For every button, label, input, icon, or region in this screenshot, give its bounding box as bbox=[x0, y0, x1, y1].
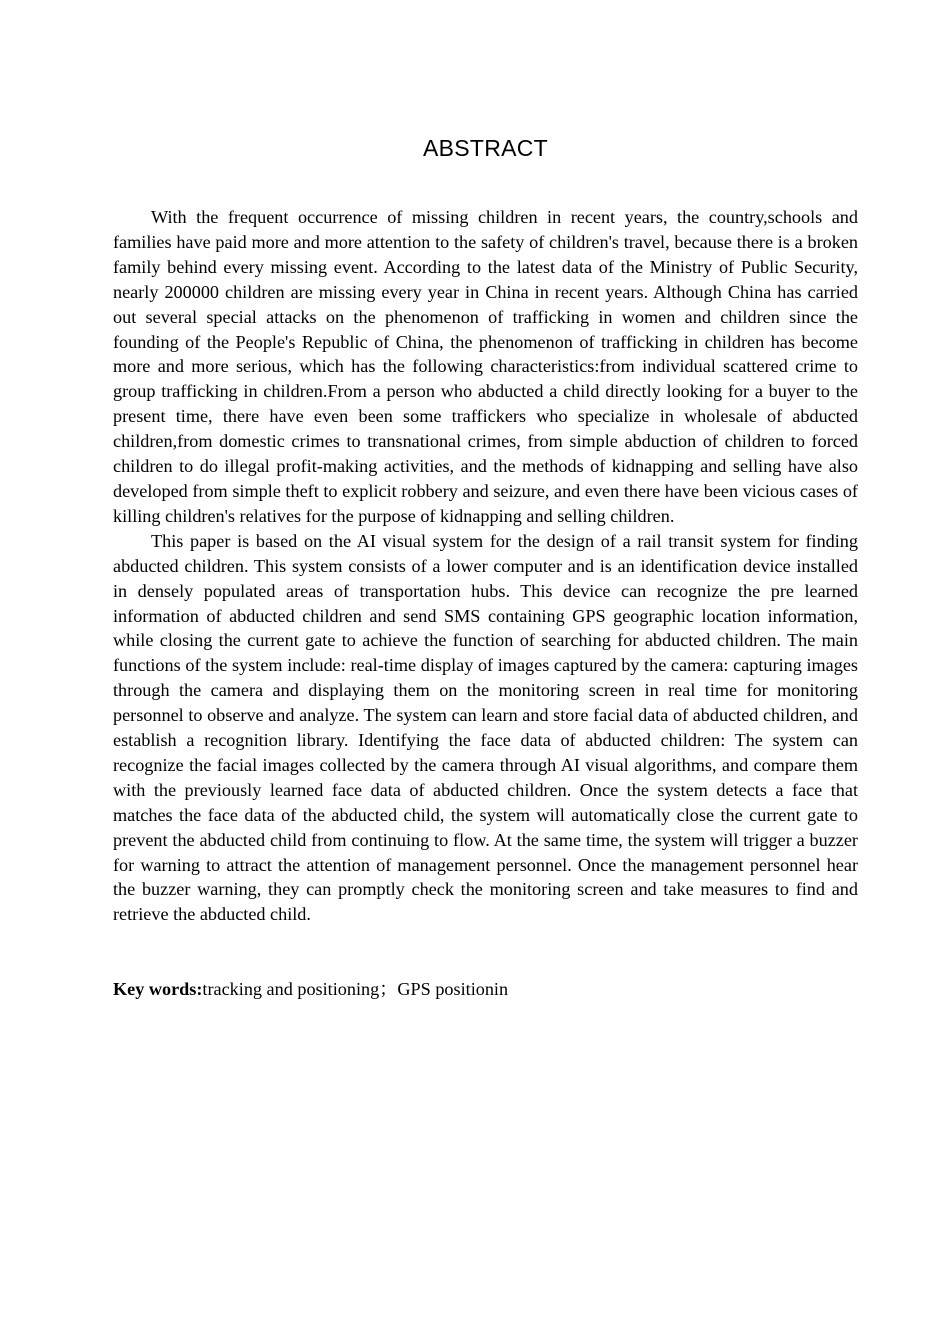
abstract-paragraph-1: With the frequent occurrence of missing children in recent years, the country,schools and families have paid more and more attention to the safety of children's travel, because there is a broken family behind every missing event. According to the latest data of the Ministry of Public Security, nearly 200000 children are missing every year in China in recent years. Although China has carried out several special attacks on the phenomenon of trafficking in women and children since the founding of the People's Republic of China, the phenomenon of trafficking in children has become more and more serious, which has the following characteristics:from individual scattered crime to group trafficking in children.From a person who abducted a child directly looking for a buyer to the present time, there have even been some traffickers who specialize in wholesale of abducted children,from domestic crimes to transnational crimes, from simple abduction of children to forced children to do illegal profit-making activities, and the methods of kidnapping and selling have also developed from simple theft to explicit robbery and seizure, and even there have been vicious cases of killing children's relatives for the purpose of kidnapping and selling children. bbox=[113, 207, 858, 526]
keywords-line bbox=[113, 977, 858, 1002]
abstract-body bbox=[113, 205, 858, 927]
abstract-title: ABSTRACT bbox=[422, 135, 549, 161]
abstract-paragraph-2: This paper is based on the AI visual system for the design of a rail transit system for finding abducted children. This system consists of a lower computer and is an identification device installed in densely populated areas of transportation hubs. This device can recognize the pre learned information of abducted children and send SMS containing GPS geographic location information, while closing the current gate to achieve the function of searching for abducted children. The main functions of the system include: real-time display of images captured by the camera: capturing images through the camera and displaying them on the monitoring screen in real time for monitoring personnel to observe and analyze. The system can learn and store facial data of abducted children, and establish a recognition library. Identifying the face data of abducted children: The system can recognize the facial images collected by the camera through AI visual algorithms, and compare them with the previously learned face data of abducted children. Once the system detects a face that matches the face data of the abducted child, the system will automatically close the current gate to prevent the abducted child from continuing to flow. At the same time, the system will trigger a buzzer for warning to attract the attention of management personnel. Once the management personnel hear the buzzer warning, they can promptly check the monitoring screen and take measures to find and retrieve the abducted child. bbox=[113, 530, 858, 925]
keywords-value: tracking and positioning；GPS positionin bbox=[202, 979, 509, 999]
keywords-label: Key words: bbox=[113, 979, 203, 999]
